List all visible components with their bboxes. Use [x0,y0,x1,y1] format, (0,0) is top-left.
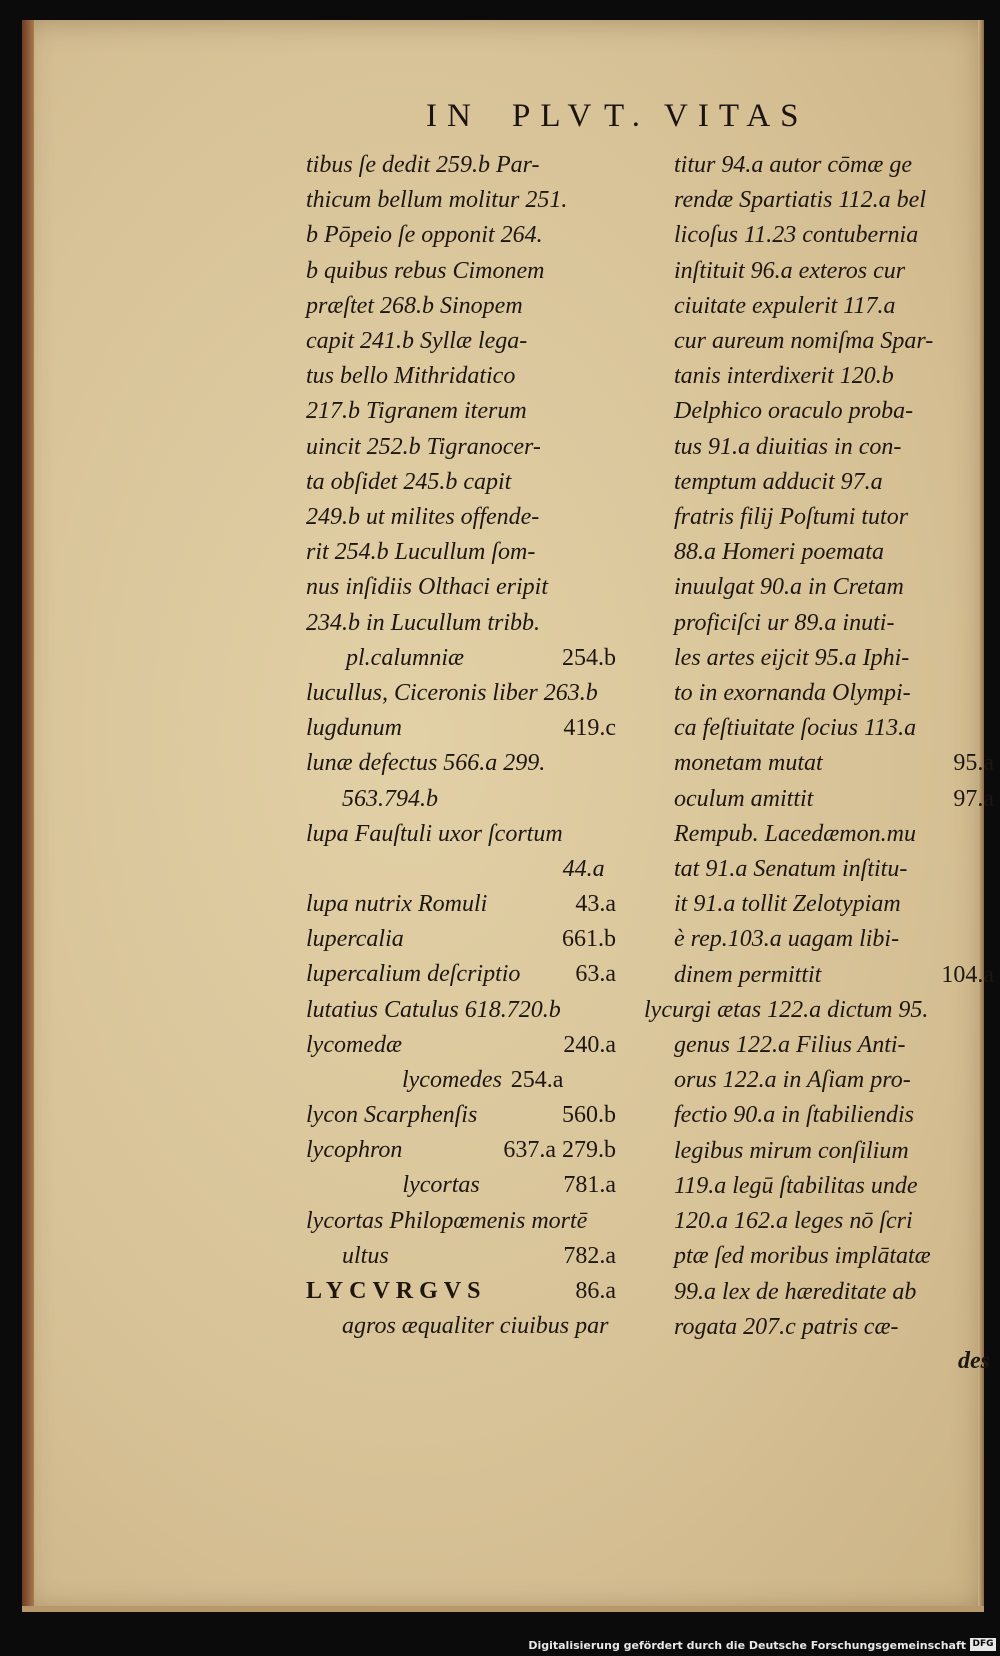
index-line [306,1133,616,1168]
index-line [306,605,616,640]
index-entry-text: lycortas Philopœmenis mortē [306,1207,588,1234]
index-entry-page: 104.a [941,961,994,988]
index-line [674,957,994,992]
index-line [306,289,616,324]
index-entry-page: 637.a 279.b [503,1137,616,1164]
index-line [674,289,994,324]
index-line [306,852,616,887]
index-line [674,605,994,640]
index-line [674,1309,994,1344]
index-entry-text: it 91.a tollit Zelotypiam [674,891,901,918]
header-part-3: T. [604,98,650,134]
index-entry-text: rendæ Spartiatis 112.a bel [674,187,926,214]
index-entry-text: orus 122.a in Aſiam pro- [674,1067,911,1094]
index-entry-text: ultus [342,1242,389,1269]
index-entry-text: 99.a lex de hæreditate ab [674,1278,917,1305]
index-line [306,817,616,852]
index-line [644,993,994,1028]
index-entry-text: inuulgat 90.a in Cretam [674,574,904,601]
index-line [674,430,994,465]
index-entry-text: præſtet 268.b Sinopem [306,292,523,319]
header-part-4: VITAS [664,98,809,134]
index-entry-page: 97.a [953,785,994,812]
index-entry-text: tanis interdixerit 120.b [674,363,894,390]
index-entry-text: ta obſidet 245.b capit [306,468,512,495]
index-line [306,535,616,570]
index-line [674,922,994,957]
index-entry-text: 88.a Homeri poemata [674,539,884,566]
index-line [306,1239,616,1274]
index-entry-text: 563.794.b [342,785,438,812]
index-entry-text: lycomedæ [306,1031,402,1058]
left-index-column [306,148,616,1345]
index-entry-text: 120.a 162.a leges nō ſcri [674,1208,913,1235]
index-line [674,1274,994,1309]
index-entry-text: lycomedes [401,1066,502,1093]
index-entry-text: ciuitate expulerit 117.a [674,292,896,319]
index-entry-page: 419.c [563,715,616,742]
index-line [674,1063,994,1098]
index-entry-page: 254.a [510,1066,564,1093]
index-line [674,1133,994,1168]
index-entry-page: 560.b [562,1102,616,1129]
index-entry-page: 86.a [575,1278,616,1305]
index-entry-text: lycophron [306,1137,403,1164]
index-line [306,887,616,922]
index-line [306,1274,616,1309]
index-line [674,746,994,781]
index-entry-page: 254.b [562,644,616,671]
index-line [674,183,994,218]
index-entry-page: 63.a [575,961,616,988]
index-entry-text: to in exornanda Olympi- [674,680,911,707]
index-entry-text: nus inſidiis Olthaci eripit [306,574,549,601]
index-entry-text: lupa nutrix Romuli [306,890,488,917]
index-entry-text: lunæ defectus 566.a 299. [306,750,546,777]
index-entry-text: lupercalia [306,926,404,953]
index-entry-text: b quibus rebus Cimonem [306,257,545,284]
footer-credit: Digitalisierung gefördert durch die Deutsche Forschungsgemeinschaft [528,1639,966,1652]
index-entry-text: dinem permittit [674,961,822,988]
index-line [674,711,994,746]
index-entry-text: les artes eijcit 95.a Iphi- [674,644,910,671]
index-line [674,359,994,394]
index-entry-text: titur 94.a autor cōmæ ge [674,152,912,178]
index-line [306,183,616,218]
index-entry-text: cur aureum nomiſma Spar- [674,328,934,355]
index-entry-text: 234.b in Lucullum tribb. [306,609,541,636]
index-line [306,430,616,465]
index-line [674,817,994,852]
index-entry-text: temptum adducit 97.a [674,468,883,495]
index-line [306,324,616,359]
index-entry-text: LYCVRGVS [306,1278,487,1305]
index-line [674,218,994,253]
index-entry-page: 781.a [563,1172,616,1199]
index-line [674,324,994,359]
page-bottom-edge [22,1606,984,1612]
index-entry-text: inſtituit 96.a exteros cur [674,257,906,284]
index-entry-text: lycon Scarphenſis [306,1102,478,1129]
index-entry-text: legibus mirum conſilium [674,1137,909,1164]
index-line [674,781,994,816]
index-line [674,1098,994,1133]
index-line [674,535,994,570]
index-entry-page: 240.a [563,1031,616,1058]
index-entry-page: 782.a [563,1242,616,1269]
index-entry-text: fratris filij Poſtumi tutor [674,504,909,531]
index-line [306,1028,616,1063]
index-line [674,641,994,676]
index-entry-text: oculum amittit [674,785,814,812]
index-entry-text: 119.a legū ſtabilitas unde [674,1172,918,1199]
index-line [306,254,616,289]
index-line [306,711,616,746]
index-entry-text: lupercalium deſcriptio [306,961,521,988]
index-entry-text: Rempub. Lacedæmon.mu [674,820,916,847]
index-line [674,852,994,887]
index-line [674,676,994,711]
index-line [306,500,616,535]
right-index-column [644,148,994,1380]
index-entry-text: b Pōpeio ſe opponit 264. [306,222,543,249]
index-entry-text: è rep.103.a uagam libi- [674,926,900,953]
index-line [674,1239,994,1274]
index-line [674,500,994,535]
index-line [674,254,994,289]
index-entry-text: tus bello Mithridatico [306,363,516,390]
index-line [306,465,616,500]
index-entry-page: 95.a [953,750,994,777]
index-line [306,1204,616,1239]
index-entry-text: 44.a [562,855,605,882]
index-entry-text: lycurgi ætas 122.a dictum 95. [644,996,929,1023]
index-entry-text: fectio 90.a in ſtabiliendis [674,1102,914,1129]
index-entry-text: lycortas [402,1172,480,1199]
index-line [306,993,616,1028]
index-line [306,570,616,605]
index-entry-text: licoſus 11.23 contubernia [674,222,919,249]
index-line [306,746,616,781]
index-line [306,1309,616,1344]
index-line [674,570,994,605]
index-line [306,1063,616,1098]
index-line [306,394,616,429]
digitization-footer [0,1634,1000,1656]
index-line [306,957,616,992]
index-entry-text: lugdunum [306,715,402,742]
index-line [306,922,616,957]
index-entry-text: tus 91.a diuitias in con- [674,433,902,460]
index-entry-text: des [958,1348,990,1375]
index-entry-text: thicum bellum molitur 251. [306,187,568,214]
index-entry-text: uincit 252.b Tigranocer- [306,433,541,460]
header-part-1: IN [426,98,481,134]
index-entry-text: ca feſtiuitate ſocius 113.a [674,715,917,742]
index-line [306,148,616,183]
index-entry-text: tibus ſe dedit 259.b Par- [306,152,540,178]
index-line [306,1168,616,1203]
index-line [674,465,994,500]
index-entry-text: proficiſci ur 89.a inuti- [674,609,895,636]
index-entry-text: monetam mutat [674,750,823,777]
index-line [674,887,994,922]
index-entry-text: lucullus, Ciceronis liber 263.b [306,680,598,707]
index-entry-text: pl.calumniæ [346,644,464,671]
index-entry-text: tat 91.a Senatum inſtitu- [674,856,908,883]
index-entry-text: lutatius Catulus 618.720.b [306,996,561,1023]
index-entry-text: genus 122.a Filius Anti- [674,1032,906,1059]
index-entry-text: Delphico oraculo proba- [674,398,914,425]
index-line [306,781,616,816]
index-entry-text: rit 254.b Lucullum ſom- [306,539,536,566]
index-line [306,1098,616,1133]
index-line [674,1168,994,1203]
index-entry-text: ptæ ſed moribus implātatæ [674,1243,931,1270]
index-line [674,1204,994,1239]
index-line [306,641,616,676]
index-entry-text: agros æqualiter ciuibus par [342,1313,609,1340]
dfg-logo: DFG [970,1638,996,1651]
index-entry-text: capit 241.b Syllæ lega- [306,328,528,355]
header-part-2: PLV [512,98,602,134]
index-entry-text: lupa Fauſtuli uxor ſcortum [306,820,563,847]
index-entry-page: 661.b [562,926,616,953]
index-line [306,359,616,394]
index-line [674,394,994,429]
index-entry-text: rogata 207.c patris cæ- [674,1313,899,1340]
index-line [674,148,994,183]
index-line [306,218,616,253]
index-entry-text: 249.b ut milites offende- [306,504,540,531]
book-spine [22,20,34,1612]
index-line [674,1344,994,1379]
index-entry-text: 217.b Tigranem iterum [306,398,527,425]
index-line [674,1028,994,1063]
index-line [306,676,616,711]
book-page [22,20,994,1612]
index-entry-page: 43.a [575,890,616,917]
